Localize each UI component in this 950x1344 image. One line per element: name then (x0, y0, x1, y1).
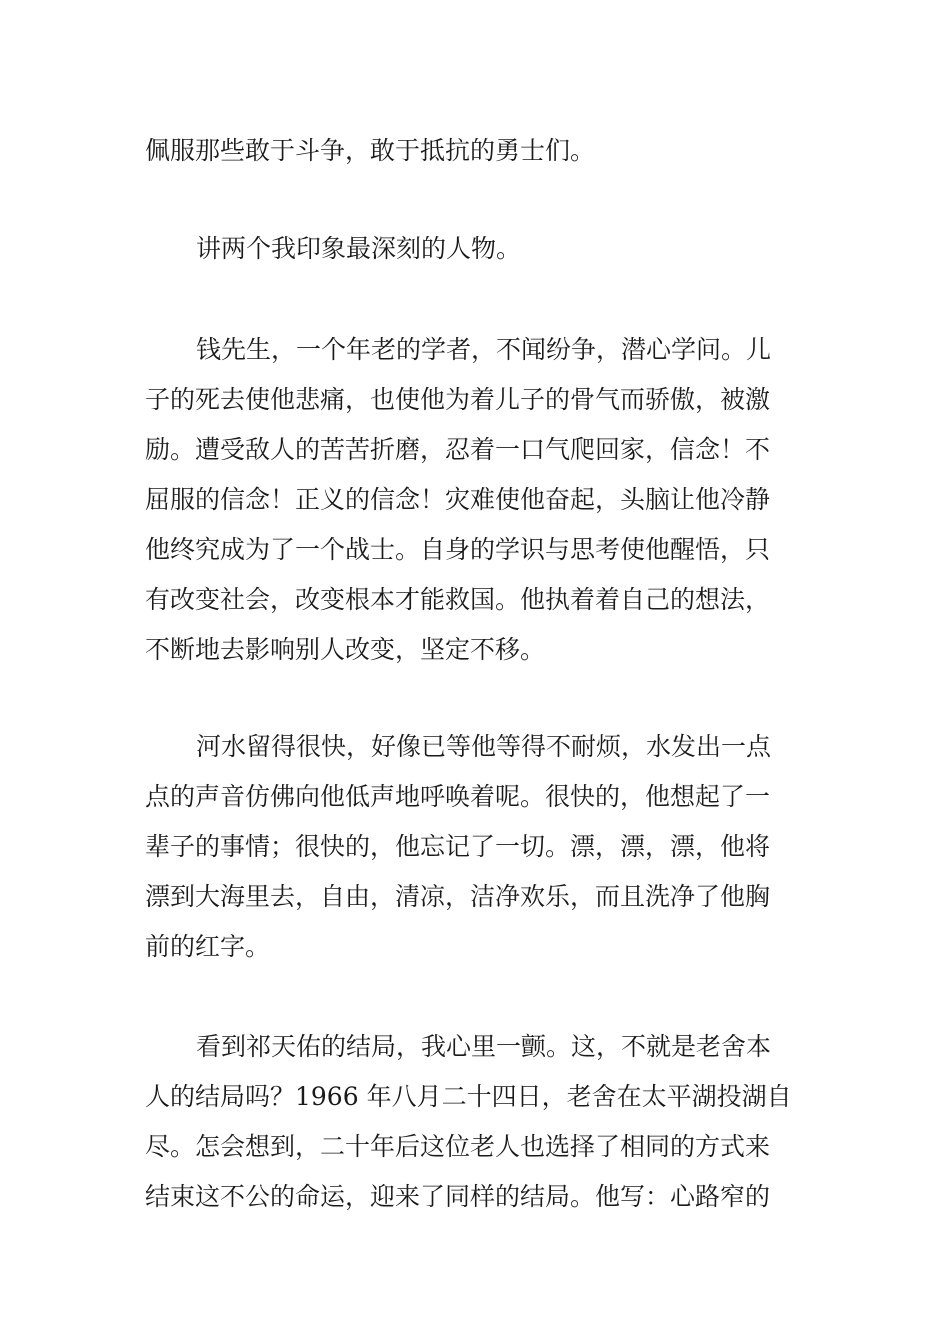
paragraph-line: 尽。怎会想到，二十年后这位老人也选择了相同的方式来 (145, 1132, 771, 1161)
paragraph-line: 屈服的信念！正义的信念！灾难使他奋起，头脑让他冷静 (145, 485, 771, 514)
paragraph-line: 河水留得很快，好像已等他等得不耐烦，水发出一点 (196, 732, 772, 761)
paragraph-1 (145, 126, 807, 176)
paragraph-line: 钱先生，一个年老的学者，不闻纷争，潜心学问。儿 (196, 335, 772, 364)
paragraph-line: 有改变社会，改变根本才能救国。他执着着自己的想法， (145, 585, 771, 614)
paragraph-line: 看到祁天佑的结局，我心里一颤。这，不就是老舍本 (196, 1032, 772, 1061)
paragraph-line: 前的红字。 (145, 932, 271, 961)
paragraph-line: 子的死去使他悲痛，也使他为着儿子的骨气而骄傲，被激 (145, 385, 771, 414)
paragraph-line: 佩服那些敢于斗争，敢于抵抗的勇士们。 (145, 136, 596, 165)
paragraph-5 (145, 1022, 807, 1222)
paragraph-line: 励。遭受敌人的苦苦折磨，忍着一口气爬回家，信念！不 (145, 435, 771, 464)
paragraph-line: 他终究成为了一个战士。自身的学识与思考使他醒悟，只 (145, 535, 771, 564)
paragraph-line: 人的结局吗？1966 年八月二十四日，老舍在太平湖投湖自 (145, 1082, 792, 1111)
paragraph-line: 不断地去影响别人改变，坚定不移。 (145, 635, 546, 664)
paragraph-2 (145, 224, 807, 274)
paragraph-line: 结束这不公的命运，迎来了同样的结局。他写：心路窄的 (145, 1182, 771, 1211)
paragraph-line: 讲两个我印象最深刻的人物。 (196, 234, 522, 263)
paragraph-3 (145, 325, 807, 675)
paragraph-line: 辈子的事情；很快的，他忘记了一切。漂，漂，漂，他将 (145, 832, 771, 861)
paragraph-4 (145, 722, 807, 972)
paragraph-line: 漂到大海里去，自由，清凉，洁净欢乐，而且洗净了他胸 (145, 882, 771, 911)
paragraph-line: 点的声音仿佛向他低声地呼唤着呢。很快的，他想起了一 (145, 782, 771, 811)
